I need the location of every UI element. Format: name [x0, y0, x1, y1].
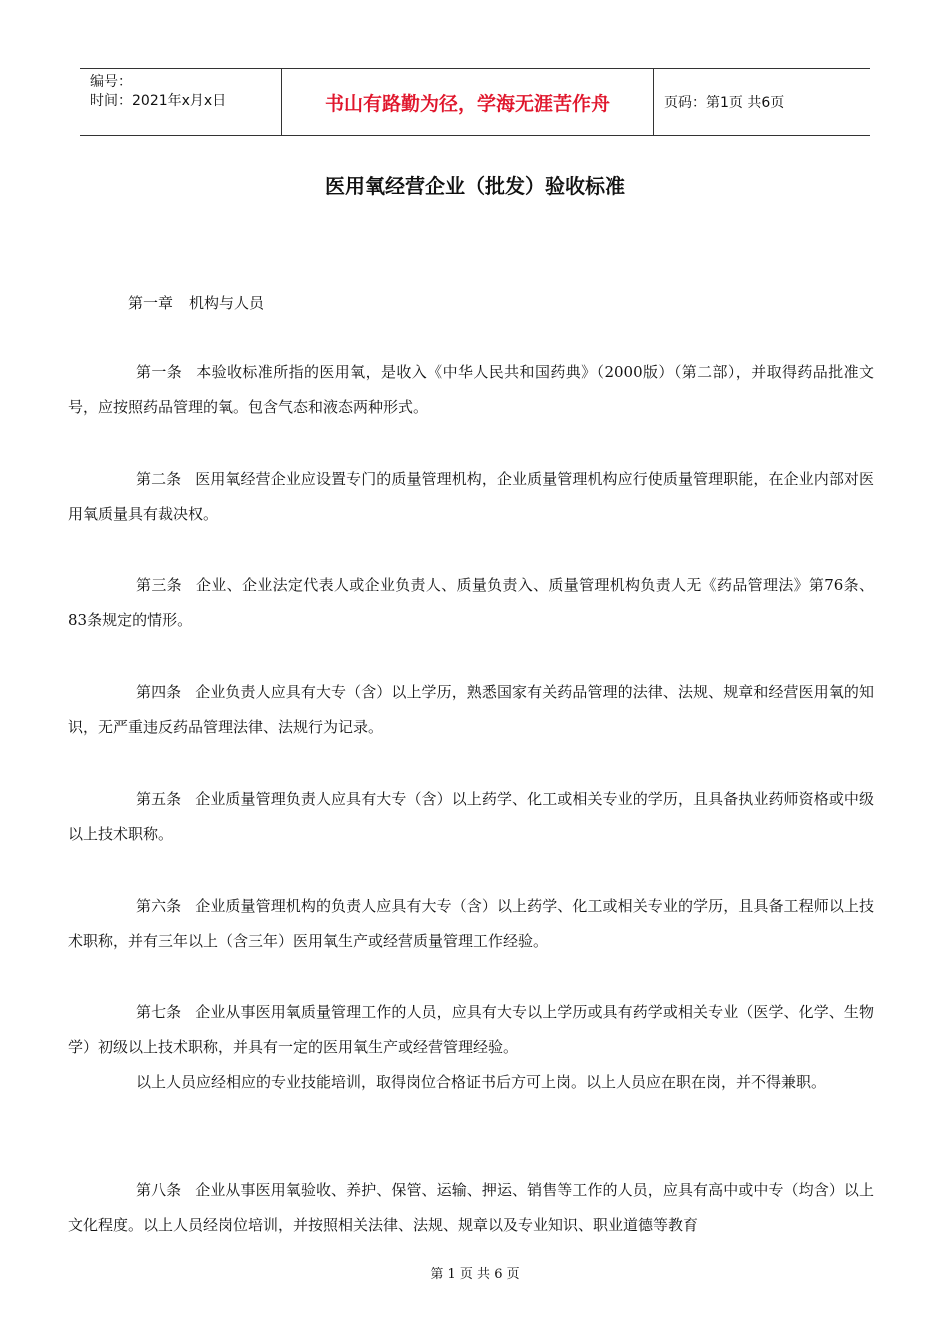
- article-number: 第六条: [136, 897, 182, 915]
- article-number: 第二条: [136, 470, 182, 488]
- article-text: 企业、企业法定代表人或企业负责人、质量负责入、质量管理机构负责人无《药品管理法》第76条、83条规定的情形。: [68, 576, 874, 629]
- chapter-heading: [128, 292, 264, 313]
- article-4: [68, 675, 874, 745]
- chapter-name: 机构与人员: [189, 294, 265, 312]
- article-1: [68, 355, 874, 425]
- article-number: 第八条: [136, 1181, 182, 1199]
- page-header: [80, 68, 870, 136]
- article-7: [68, 995, 874, 1065]
- article-number: 第七条: [136, 1003, 182, 1021]
- article-text: 企业从事医用氧验收、养护、保管、运输、押运、销售等工作的人员，应具有高中或中专（均含）以上文化程度。以上人员经岗位培训，并按照相关法律、法规、规章以及专业知识、职业道德等教育: [68, 1181, 874, 1234]
- article-number: 第一条: [136, 363, 183, 381]
- document-title: 医用氧经营企业（批发）验收标准: [325, 174, 625, 198]
- header-meta: [80, 69, 282, 135]
- page-footer: 第 1 页 共 6 页: [430, 1267, 520, 1282]
- article-2: [68, 462, 874, 532]
- article-7-continued: [68, 1065, 874, 1100]
- article-text: 企业质量管理机构的负责人应具有大专（含）以上药学、化工或相关专业的学历，且具备工程师以上技术职称，并有三年以上（含三年）医用氧生产或经营质量管理工作经验。: [68, 897, 874, 950]
- header-motto: 书山有路勤为径，学海无涯苦作舟: [282, 69, 654, 135]
- article-6: [68, 889, 874, 959]
- time-label: 时间：2021年x月x日: [90, 93, 227, 109]
- article-number: 第三条: [136, 576, 182, 594]
- article-number: 第五条: [136, 790, 182, 808]
- article-text: 企业负责人应具有大专（含）以上学历，熟悉国家有关药品管理的法律、法规、规章和经营医用氧的知识，无严重违反药品管理法律、法规行为记录。: [68, 683, 874, 736]
- article-text: 企业质量管理负责人应具有大专（含）以上药学、化工或相关专业的学历，且具备执业药师资格或中级以上技术职称。: [68, 790, 874, 843]
- header-page-info: 页码：第1页 共6页: [664, 95, 785, 111]
- article-8: [68, 1173, 874, 1243]
- article-3: [68, 568, 874, 638]
- article-5: [68, 782, 874, 852]
- article-text: 医用氧经营企业应设置专门的质量管理机构，企业质量管理机构应行使质量管理职能，在企业内部对医用氧质量具有裁决权。: [68, 470, 874, 523]
- article-number: 第四条: [136, 683, 182, 701]
- article-text: 本验收标准所指的医用氧，是收入《中华人民共和国药典》（2000版）（第二部），并取得药品批准文号，应按照药品管理的氧。包含气态和液态两种形式。: [68, 363, 874, 416]
- chapter-number: 第一章: [128, 294, 174, 312]
- article-text: 企业从事医用氧质量管理工作的人员，应具有大专以上学历或具有药学或相关专业（医学、化学、生物学）初级以上技术职称，并具有一定的医用氧生产或经营管理经验。: [68, 1003, 874, 1056]
- article-text: 以上人员应经相应的专业技能培训，取得岗位合格证书后方可上岗。以上人员应在职在岗，并不得兼职。: [136, 1073, 827, 1091]
- number-label: 编号：: [90, 74, 132, 90]
